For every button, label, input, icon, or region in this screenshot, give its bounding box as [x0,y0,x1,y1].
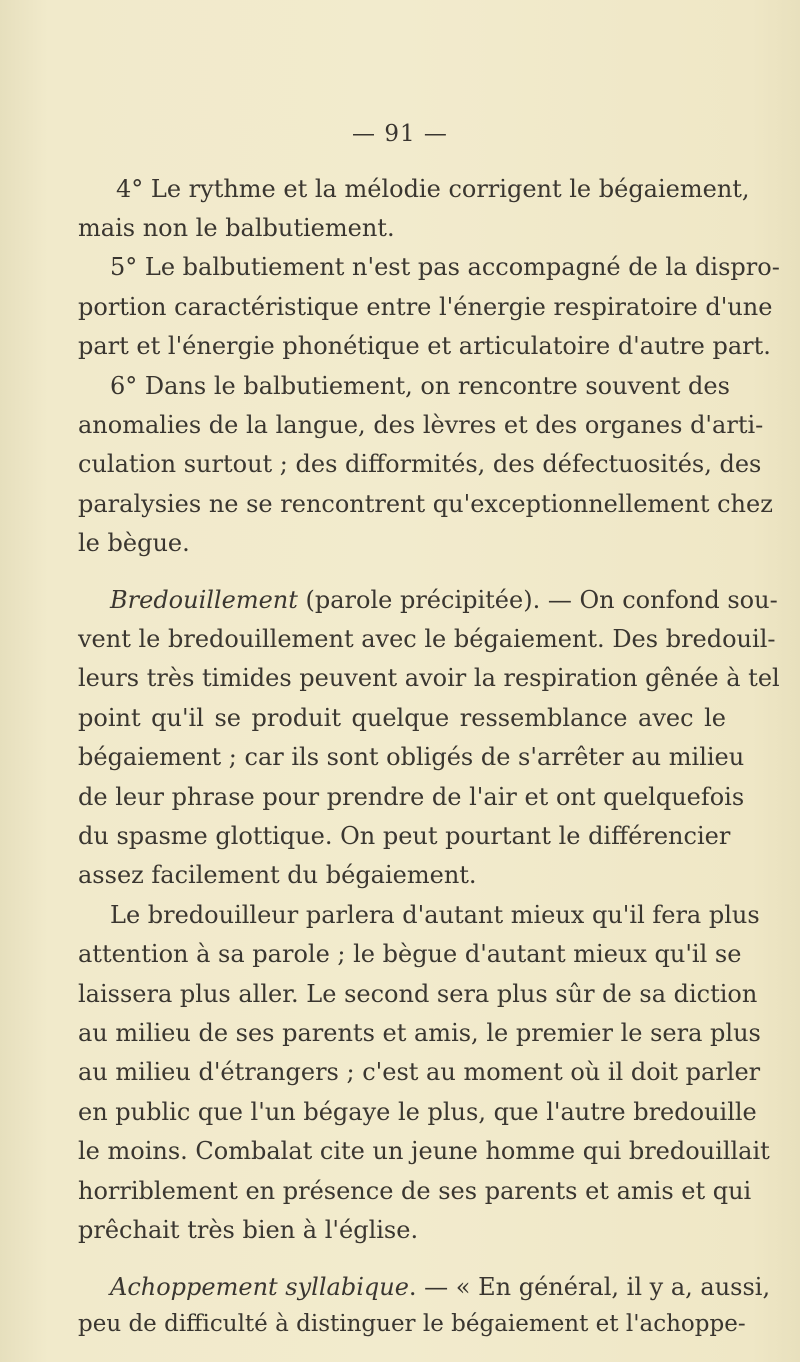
text-line: horriblement en présence de ses parents et amis et qui [78,1177,752,1205]
text-line: mais non le balbutiement. [78,214,395,242]
text-line: culation surtout ; des difformités, des défectuosités, des [78,450,762,478]
section-text: (parole précipitée). — On confond sou- [297,586,778,614]
section-heading: Bredouillement [110,586,298,614]
text-line: le moins. Combalat cite un jeune homme qui bredouillait [78,1137,770,1165]
text-line: du spasme glottique. On peut pourtant le différencier [78,822,731,850]
text-line: leurs très timides peuvent avoir la respiration gênée à tel [78,664,780,692]
text-line: au milieu de ses parents et amis, le premier le sera plus [78,1019,761,1047]
text-line: de leur phrase pour prendre de l'air et ont quelquefois [78,783,745,811]
page-number: — 91 — [352,121,448,147]
text-line: portion caractéristique entre l'énergie respiratoire d'une [78,293,773,321]
text-line: attention à sa parole ; le bègue d'autant mieux qu'il se [78,940,742,968]
section-line [110,1270,771,1304]
text-line: le bègue. [78,529,190,557]
text-line: anomalies de la langue, des lèvres et des organes d'arti- [78,411,764,439]
text-line: au milieu d'étrangers ; c'est au moment où il doit parler [78,1058,761,1086]
text-line: vent le bredouillement avec le bégaiement. Des bredouil- [78,625,776,653]
text-line: point qu'il se produit quelque ressemblance avec le [78,704,726,732]
text-line: 5° Le balbutiement n'est pas accompagné de la dispro- [110,253,780,281]
text-line: bégaiement ; car ils sont obligés de s'arrêter au milieu [78,743,745,771]
text-line: assez facilement du bégaiement. [78,861,477,889]
text-line: laissera plus aller. Le second sera plus sûr de sa diction [78,980,758,1008]
section-line [110,583,778,617]
text-line: 6° Dans le balbutiement, on rencontre souvent des [110,372,730,400]
text-line: prêchait très bien à l'église. [78,1216,419,1244]
text-line: en public que l'un bégaye le plus, que l'autre bredouille [78,1098,757,1126]
text-line: 4° Le rythme et la mélodie corrigent le bégaiement, [116,175,750,203]
section-text: . — « En général, il y a, aussi, [408,1273,771,1301]
section-heading: Achoppement syllabique [110,1273,409,1301]
text-line: peu de difficulté à distinguer le bégaiement et l'achoppe- [78,1311,746,1337]
text-line: paralysies ne se rencontrent qu'exceptionnellement chez [78,490,773,518]
text-line: part et l'énergie phonétique et articulatoire d'autre part. [78,332,771,360]
text-line: Le bredouilleur parlera d'autant mieux qu'il fera plus [110,901,760,929]
